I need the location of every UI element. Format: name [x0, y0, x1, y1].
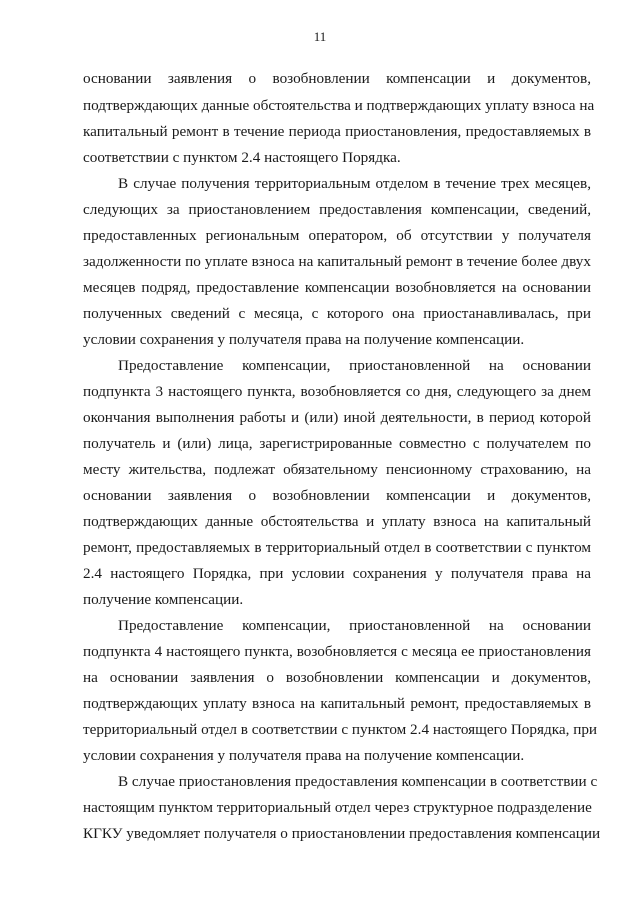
- paragraph-first-line: Предоставление компенсации, приостановленной на основании: [118, 357, 591, 374]
- text-line: настоящим пунктом территориальный отдел через структурное подразделение: [83, 799, 592, 816]
- paragraph-first-line: В случае приостановления предоставления компенсации в соответствии с: [118, 773, 598, 790]
- text-line: получатель и (или) лица, зарегистрированные совместно с получателем по: [83, 435, 591, 452]
- text-line: 2.4 настоящего Порядка, при условии сохранения у получателя права на: [83, 565, 591, 582]
- page-number: 11: [313, 29, 327, 44]
- text-line: подтверждающих уплату взноса на капитальный ремонт, предоставляемых в: [83, 695, 591, 712]
- text-line: условии сохранения у получателя права на получение компенсации.: [83, 331, 525, 348]
- text-line: задолженности по уплате взноса на капитальный ремонт в течение более двух: [83, 253, 591, 270]
- text-line: предоставленных региональным оператором, об отсутствии у получателя: [83, 227, 591, 244]
- text-line: КГКУ уведомляет получателя о приостановлении предоставления компенсации: [83, 825, 601, 842]
- text-line: подтверждающих данные обстоятельства и уплату взноса на капитальный: [83, 513, 591, 530]
- text-line: подпункта 4 настоящего пункта, возобновляется с месяца ее приостановления: [83, 643, 591, 660]
- text-line: соответствии с пунктом 2.4 настоящего Порядка.: [83, 149, 401, 166]
- text-line: ремонт, предоставляемых в территориальный отдел в соответствии с пунктом: [83, 539, 591, 556]
- text-line: территориальный отдел в соответствии с пунктом 2.4 настоящего Порядка, при: [83, 721, 598, 738]
- text-line: основании заявления о возобновлении компенсации и документов,: [83, 487, 591, 504]
- text-line: основании заявления о возобновлении компенсации и документов,: [83, 70, 591, 87]
- text-line: на основании заявления о возобновлении компенсации и документов,: [83, 669, 591, 686]
- text-line: полученных сведений с месяца, с которого она приостанавливалась, при: [83, 305, 591, 322]
- paragraph-first-line: В случае получения территориальным отделом в течение трех месяцев,: [118, 175, 591, 192]
- text-line: подтверждающих данные обстоятельства и подтверждающих уплату взноса на: [83, 97, 595, 114]
- text-line: месяцев подряд, предоставление компенсации возобновляется на основании: [83, 279, 591, 296]
- paragraph-first-line: Предоставление компенсации, приостановленной на основании: [118, 617, 591, 634]
- text-line: следующих за приостановлением предоставления компенсации, сведений,: [83, 201, 591, 218]
- text-line: месту жительства, подлежат обязательному пенсионному страхованию, на: [83, 461, 591, 478]
- text-line: получение компенсации.: [83, 591, 244, 608]
- text-line: капитальный ремонт в течение периода приостановления, предоставляемых в: [83, 123, 591, 140]
- text-line: условии сохранения у получателя права на получение компенсации.: [83, 747, 525, 764]
- text-line: подпункта 3 настоящего пункта, возобновляется со дня, следующего за днем: [83, 383, 591, 400]
- text-line: окончания выполнения работы и (или) иной деятельности, в период которой: [83, 409, 591, 426]
